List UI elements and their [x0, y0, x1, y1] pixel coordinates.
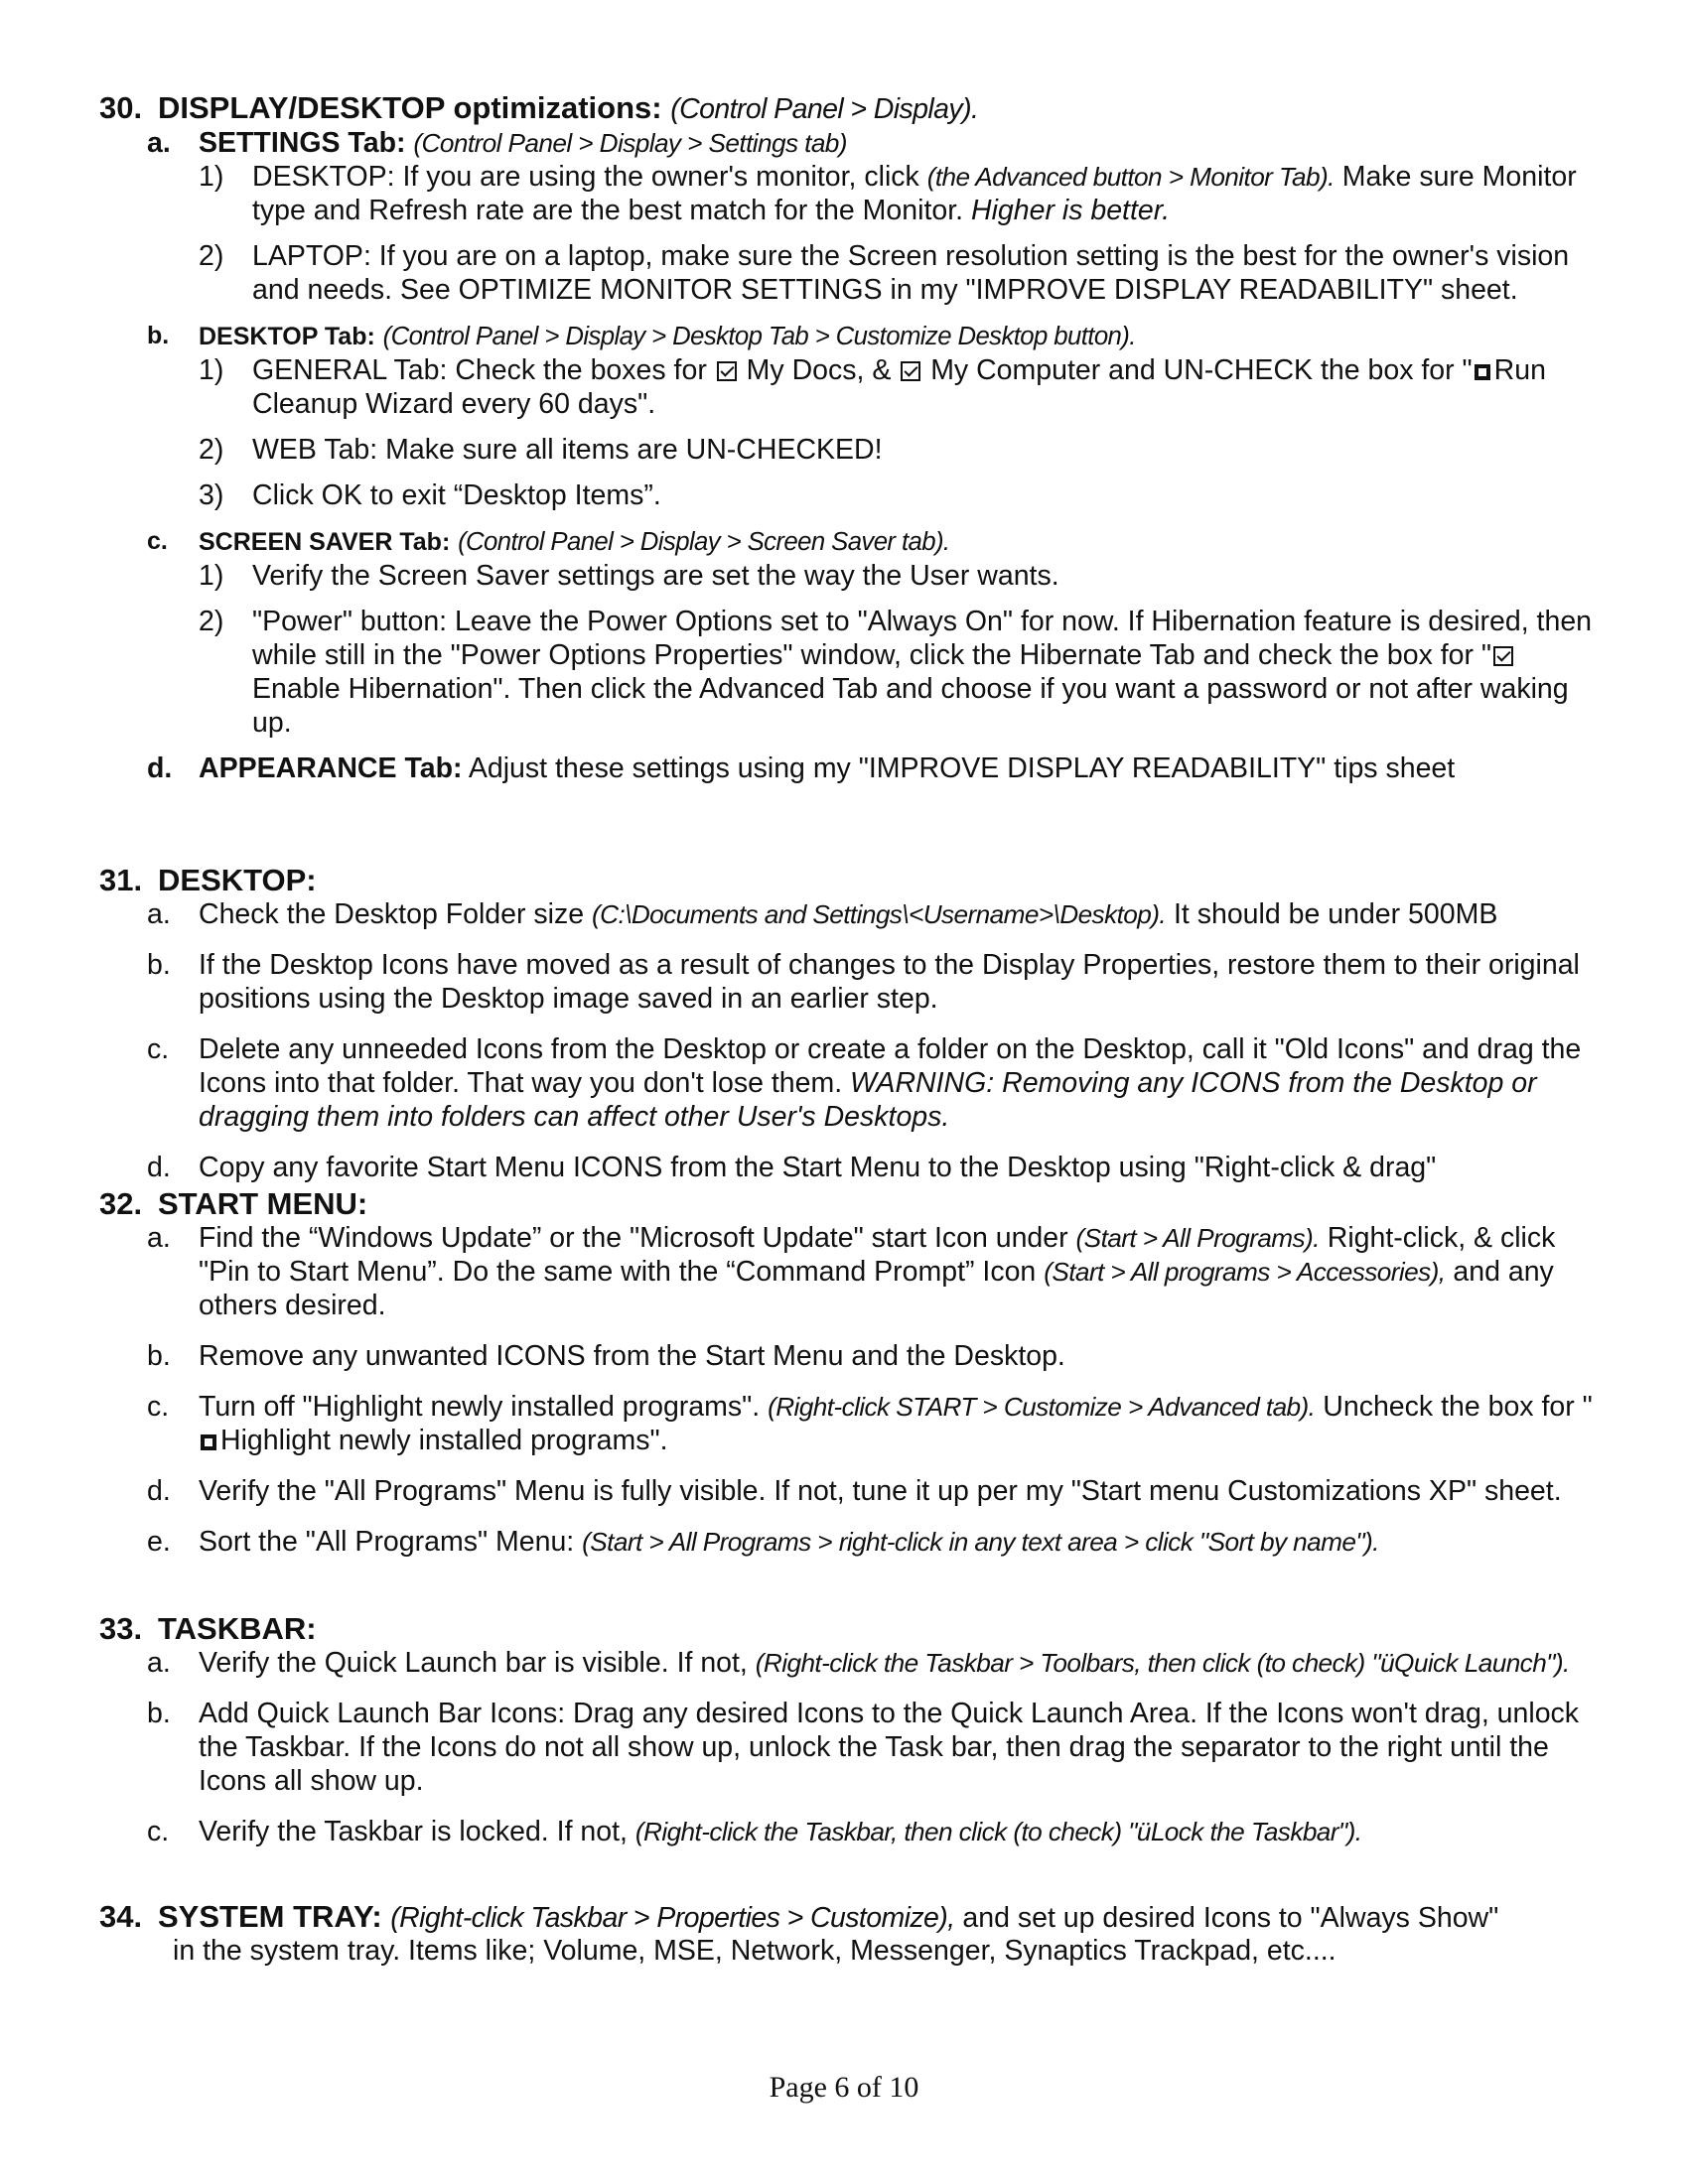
step-label: 1) [199, 354, 224, 386]
menu-path: (Right-click the Taskbar > Toolbars, then click (to check) "üQuick Launch"). [755, 1648, 1570, 1678]
menu-path: (C:\Documents and Settings\<Username>\Desktop). [592, 899, 1167, 929]
item-text: Right-click, & click "Pin to Start Menu”. Do the same with the “Command Prompt” Icon [199, 1222, 1556, 1288]
step-text: Run Cleanup Wizard every 60 days". [252, 354, 1546, 420]
item-text: Verify the Taskbar is locked. If not, [199, 1816, 628, 1847]
item-31d [147, 1151, 1609, 1184]
subsection-title: APPEARANCE Tab: [199, 752, 463, 784]
menu-path: (Start > All Programs). [1075, 1223, 1320, 1253]
menu-path: (Right-click the Taskbar, then click (to check) "üLock the Taskbar"). [634, 1817, 1362, 1846]
step-text: Make sure Monitor type and Refresh rate are the best match for the Monitor. [252, 161, 1577, 226]
subsection-label: b. [147, 322, 170, 349]
menu-path: (Control Panel > Display > Desktop Tab > Customize Desktop button). [382, 323, 1136, 350]
section-34-heading [99, 1900, 1609, 1935]
item-33c [147, 1815, 1609, 1848]
step-text: Click OK to exit “Desktop Items”. [252, 479, 661, 511]
menu-path: (Right-click START > Customize > Advanced tab). [768, 1392, 1316, 1422]
subsection-30b [147, 319, 1609, 353]
menu-path: (Control Panel > Display). [670, 93, 979, 125]
section-number: 31. [99, 863, 143, 897]
step-30a-1 [199, 160, 1609, 227]
menu-path: (the Advanced button > Monitor Tab). [926, 162, 1335, 192]
step-text: WEB Tab: Make sure all items are UN-CHECKED! [252, 434, 883, 466]
item-32c [147, 1390, 1609, 1457]
item-31a [147, 897, 1609, 931]
item-text: Turn off "Highlight newly installed programs". [199, 1391, 761, 1423]
item-text: Highlight newly installed programs". [220, 1425, 668, 1456]
subsection-text: Adjust these settings using my "IMPROVE DISPLAY READABILITY" tips sheet [468, 752, 1456, 784]
subsection-label: c. [147, 527, 168, 555]
item-text: Verify the "All Programs" Menu is fully visible. If not, tune it up per my "Start menu Customizations XP" sheet. [199, 1475, 1562, 1507]
item-label: a. [147, 898, 171, 930]
step-30a-2 [199, 239, 1609, 307]
item-33a [147, 1646, 1609, 1680]
step-label: 2) [199, 240, 224, 272]
emphasis-text: Higher is better. [970, 195, 1171, 226]
item-text: Add Quick Launch Bar Icons: Drag any desired Icons to the Quick Launch Area. If the Icons won't drag, unlock the Taskbar. If the Icons do not all show up, unlock the Task bar, then drag the separator to the right until the Icons all show up. [199, 1698, 1580, 1797]
section-30-heading [99, 91, 1609, 126]
item-label: b. [147, 1340, 171, 1372]
item-text: Find the “Windows Update” or the "Microsoft Update" start Icon under [199, 1222, 1068, 1254]
section-title: DISPLAY/DESKTOP optimizations: [158, 90, 662, 125]
step-text: My Computer and UN-CHECK the box for " [930, 354, 1473, 386]
step-text: LAPTOP: If you are on a laptop, make sure the Screen resolution setting is the best for the owner's vision and needs. See OPTIMIZE MONITOR SETTINGS in my "IMPROVE DISPLAY READABILITY" sheet. [252, 240, 1570, 306]
item-31b [147, 948, 1609, 1016]
menu-path: (Control Panel > Display > Screen Saver tab). [458, 528, 950, 556]
checked-box-icon [901, 361, 920, 381]
step-label: 2) [199, 434, 224, 466]
section-33 [99, 1612, 1609, 1848]
unchecked-box-icon [201, 1434, 216, 1450]
item-text: Verify the Quick Launch bar is visible. If not, [199, 1647, 748, 1679]
subsection-title: DESKTOP Tab: [199, 323, 375, 350]
page-number: Page 6 of 10 [769, 2071, 919, 2104]
item-label: d. [147, 1152, 171, 1183]
subsection-label: a. [147, 127, 171, 159]
section-number: 32. [99, 1186, 143, 1221]
item-label: c. [147, 1391, 170, 1423]
section-32 [99, 1187, 1609, 1559]
item-32b [147, 1339, 1609, 1373]
item-text: Copy any favorite Start Menu ICONS from the Start Menu to the Desktop using "Right-click & drag" [199, 1152, 1437, 1183]
item-text: It should be under 500MB [1173, 898, 1498, 930]
step-text: My Docs, & [746, 354, 892, 386]
step-30c-2 [199, 605, 1609, 740]
step-30b-3 [199, 478, 1609, 512]
menu-path: (Start > All programs > Accessories), [1044, 1257, 1446, 1287]
step-label: 2) [199, 606, 224, 637]
section-text: and set up desired Icons to "Always Show" [954, 1902, 1499, 1934]
item-33b [147, 1697, 1609, 1798]
item-label: b. [147, 1698, 171, 1729]
item-text: If the Desktop Icons have moved as a result of changes to the Display Properties, restore them to their original positions using the Desktop image saved in an earlier step. [199, 949, 1580, 1015]
section-33-heading [99, 1612, 1609, 1646]
item-text: Remove any unwanted ICONS from the Start Menu and the Desktop. [199, 1340, 1065, 1372]
section-text: in the system tray. Items like; Volume, MSE, Network, Messenger, Synaptics Trackpad, etc.... [173, 1935, 1336, 1967]
item-32e [147, 1525, 1609, 1559]
step-30b-2 [199, 433, 1609, 467]
section-34 [99, 1900, 1609, 1967]
section-number: 34. [99, 1899, 143, 1934]
section-30 [99, 91, 1609, 785]
menu-path: (Right-click Taskbar > Properties > Customize), [390, 1902, 955, 1934]
item-label: a. [147, 1647, 171, 1679]
subsection-title: SETTINGS Tab: [199, 127, 406, 159]
step-30c-1 [199, 559, 1609, 593]
item-text: Uncheck the box for " [1323, 1391, 1593, 1423]
subsection-label: d. [147, 752, 173, 784]
step-label: 3) [199, 479, 224, 511]
section-title: START MENU: [158, 1186, 368, 1221]
item-label: c. [147, 1816, 170, 1847]
step-text: "Power" button: Leave the Power Options set to "Always On" for now. If Hibernation feature is desired, then while still in the "Power Options Properties" window, click the Hibernate Tab and check the box for " [252, 606, 1593, 671]
step-text: GENERAL Tab: Check the boxes for [252, 354, 707, 386]
item-text: Check the Desktop Folder size [199, 898, 585, 930]
subsection-30d [147, 751, 1609, 785]
item-label: a. [147, 1222, 171, 1254]
step-text: DESKTOP: If you are using the owner's monitor, click [252, 161, 919, 193]
item-text: and any others desired. [199, 1256, 1554, 1321]
subsection-30c [147, 524, 1609, 559]
subsection-title: SCREEN SAVER Tab: [199, 528, 451, 556]
section-number: 33. [99, 1611, 143, 1646]
item-32d [147, 1474, 1609, 1508]
section-32-heading [99, 1187, 1609, 1221]
step-30b-1 [199, 353, 1609, 421]
item-label: e. [147, 1526, 171, 1558]
section-31-heading [99, 864, 1609, 897]
item-label: b. [147, 949, 171, 981]
section-title: TASKBAR: [158, 1611, 317, 1646]
section-31 [99, 864, 1609, 1184]
checked-box-icon [1493, 646, 1513, 666]
menu-path: (Start > All Programs > right-click in any text area > click "Sort by name"). [582, 1527, 1379, 1557]
item-31c [147, 1032, 1609, 1134]
warning-text: WARNING: Removing any ICONS from the Desktop or dragging them into folders can affect other User's Desktops. [199, 1067, 1537, 1133]
step-text: Verify the Screen Saver settings are set the way the User wants. [252, 560, 1059, 592]
step-text: Enable Hibernation". Then click the Advanced Tab and choose if you want a password or not after waking up. [252, 673, 1569, 739]
item-text: Delete any unneeded Icons from the Desktop or create a folder on the Desktop, call it "Old Icons" and drag the Icons into that folder. That way you don't lose them. [199, 1033, 1582, 1099]
checked-box-icon [717, 361, 737, 381]
subsection-30a [147, 126, 1609, 160]
item-32a [147, 1221, 1609, 1322]
step-label: 1) [199, 560, 224, 592]
section-number: 30. [99, 90, 143, 125]
section-title: SYSTEM TRAY: [158, 1899, 382, 1934]
unchecked-box-icon [1475, 364, 1490, 380]
item-text: Sort the "All Programs" Menu: [199, 1526, 575, 1558]
item-label: d. [147, 1475, 171, 1507]
section-title: DESKTOP: [158, 863, 317, 897]
menu-path: (Control Panel > Display > Settings tab) [413, 128, 847, 158]
item-label: c. [147, 1033, 170, 1065]
step-label: 1) [199, 161, 224, 193]
